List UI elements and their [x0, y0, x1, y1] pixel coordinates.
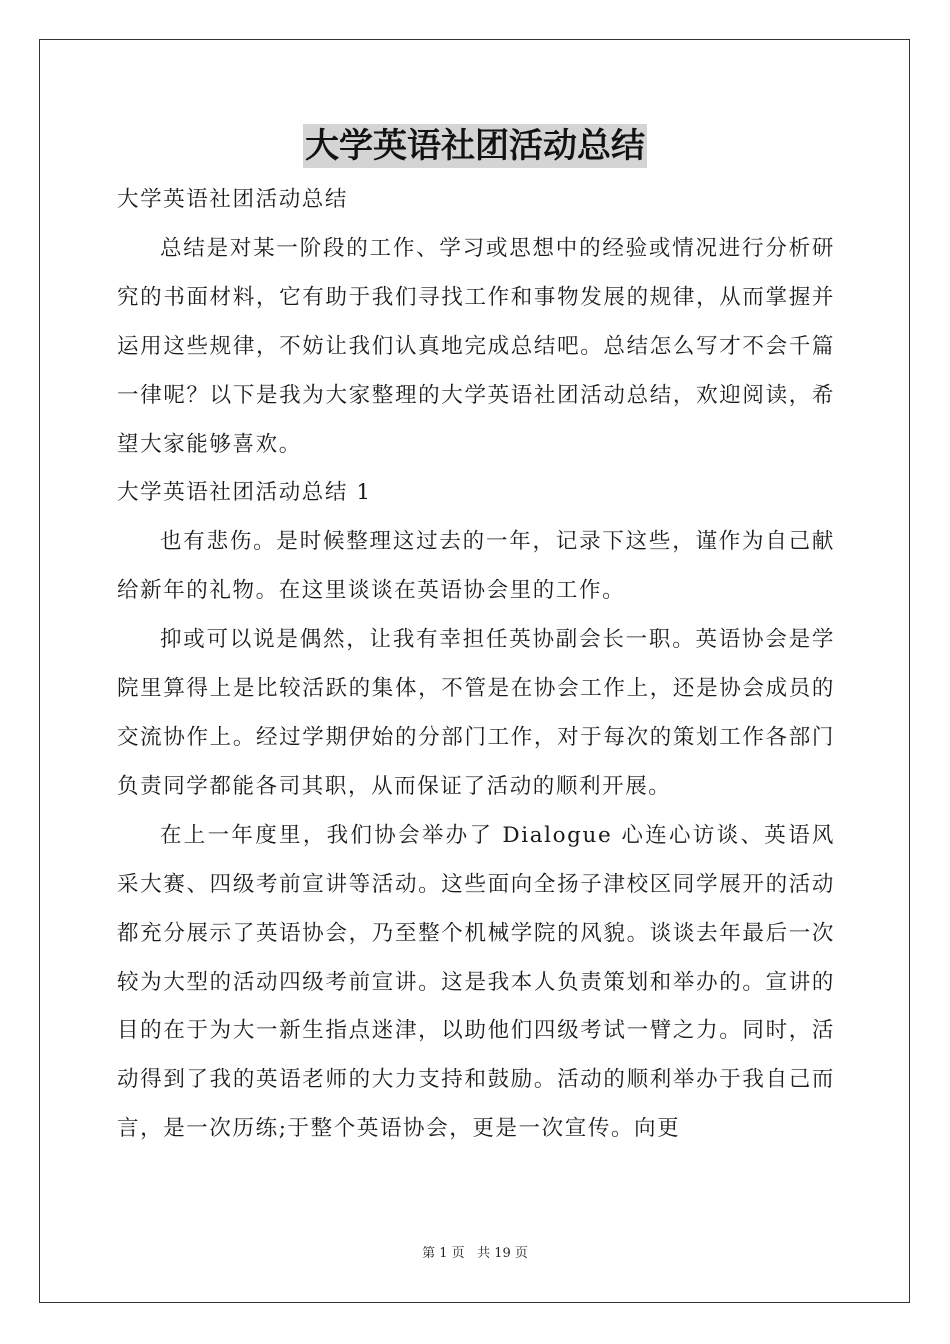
- section-heading-1: 大学英语社团活动总结 1: [117, 480, 372, 506]
- section-heading-intro: 大学英语社团活动总结: [117, 187, 349, 212]
- paragraph-3: 在上一年度里，我们协会举办了 Dialogue 心连心访谈、英语风采大赛、四级考前宣讲等活动。这些面向全扬子津校区同学展开的活动都充分展示了英语协会，乃至整个机械学院的风貌。谈谈去年最后一次较为大型的活动四级考前宣讲。这是我本人负责策划和举办的。宣讲的目的在于为大一新生指点迷津，以助他们四级考试一臂之力。同时，活动得到了我的英语老师的大力支持和鼓励。活动的顺利举办于我自己而言，是一次历练;于整个英语协会，更是一次宣传。向更: [117, 822, 835, 1142]
- page-number-total: 共 19 页: [477, 1246, 528, 1261]
- page-number-current: 第 1 页: [422, 1246, 465, 1261]
- title-container: [0, 124, 950, 168]
- document-body: [117, 176, 835, 1154]
- paragraph-1: 也有悲伤。是时候整理这过去的一年，记录下这些，谨作为自己献给新年的礼物。在这里谈谈在英语协会里的工作。: [117, 529, 835, 604]
- document-title: 大学英语社团活动总结: [305, 126, 645, 166]
- paragraph-2: 抑或可以说是偶然，让我有幸担任英协副会长一职。英语协会是学院里算得上是比较活跃的集体，不管是在协会工作上，还是协会成员的交流协作上。经过学期伊始的分部门工作，对于每次的策划工作各部门负责同学都能各司其职，从而保证了活动的顺利开展。: [117, 627, 835, 799]
- page-footer: [0, 1245, 950, 1263]
- paragraph-intro: 总结是对某一阶段的工作、学习或思想中的经验或情况进行分析研究的书面材料，它有助于我们寻找工作和事物发展的规律，从而掌握并运用这些规律，不妨让我们认真地完成总结吧。总结怎么写才不会千篇一律呢？以下是我为大家整理的大学英语社团活动总结，欢迎阅读，希望大家能够喜欢。: [117, 235, 835, 457]
